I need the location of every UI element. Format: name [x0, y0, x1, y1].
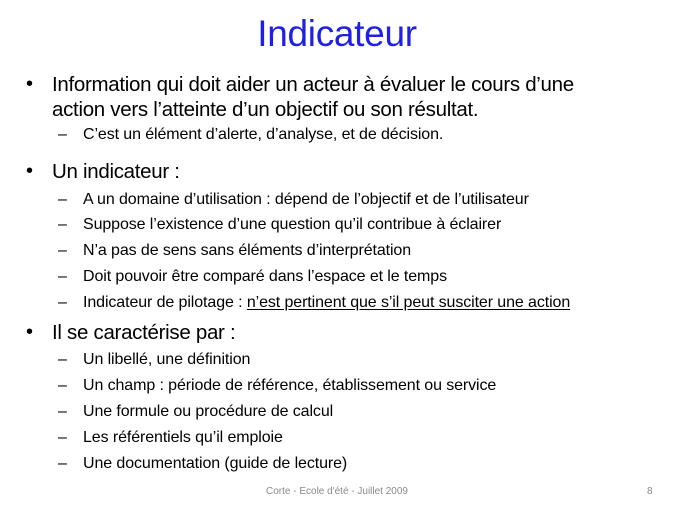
sub-item-text: Suppose l’existence d’une question qu’il contribue à éclairer — [83, 216, 502, 233]
dash-icon: – — [58, 403, 67, 420]
page-number: 8 — [647, 486, 653, 497]
sub-item — [58, 427, 283, 449]
dash-icon: – — [58, 242, 67, 259]
dash-icon: – — [58, 268, 67, 285]
sub-item — [58, 375, 497, 397]
sub-item — [58, 124, 444, 146]
dash-icon: – — [58, 455, 67, 472]
sub-item-text: Les référentiels qu’il emploie — [83, 429, 283, 446]
sub-item-text: Un champ : période de référence, établissement ou service — [83, 377, 497, 394]
bullet-icon: • — [26, 321, 33, 343]
dash-icon: – — [58, 377, 67, 394]
sub-item — [58, 292, 571, 314]
sub-item-text: Une formule ou procédure de calcul — [83, 403, 334, 420]
sub-item — [58, 266, 447, 288]
dash-icon: – — [58, 216, 67, 233]
sub-item-text: Une documentation (guide de lecture) — [83, 455, 348, 472]
dash-icon: – — [58, 294, 67, 311]
sub-item-text: Un libellé, une définition — [83, 351, 251, 368]
sub-item — [58, 401, 334, 423]
sub-item-text: C’est un élément d’alerte, d’analyse, et de décision. — [83, 126, 444, 143]
bullet-text-line: action vers l’atteinte d’un objectif ou son résultat. — [52, 98, 479, 121]
underlined-text: n’est pertinent que s’il peut susciter une action — [246, 294, 571, 311]
bullet-item — [26, 159, 652, 184]
sub-item-text: N’a pas de sens sans éléments d’interprétation — [83, 242, 412, 259]
sub-item-text: Doit pouvoir être comparé dans l’espace et le temps — [83, 268, 447, 285]
bullet-text-line: Information qui doit aider un acteur à évaluer le cours d’une — [52, 73, 574, 96]
bullet-item — [26, 72, 652, 122]
sub-item — [58, 189, 529, 211]
sub-item — [58, 214, 502, 236]
bullet-text: Un indicateur : — [52, 160, 180, 183]
dash-icon: – — [58, 429, 67, 446]
sub-item — [58, 453, 348, 475]
sub-item-text: A un domaine d’utilisation : dépend de l’objectif et de l’utilisateur — [83, 191, 529, 208]
bullet-icon: • — [26, 73, 33, 95]
sub-item — [58, 240, 412, 262]
slide-footer: Corte - Ecole d'été - Juillet 2009 — [266, 486, 408, 497]
slide-title: Indicateur — [257, 13, 417, 54]
bullet-item — [26, 320, 652, 345]
sub-item — [58, 349, 251, 371]
bullet-text: Il se caractérise par : — [52, 321, 236, 344]
dash-icon: – — [58, 126, 67, 143]
dash-icon: – — [58, 191, 67, 208]
bullet-icon: • — [26, 160, 33, 182]
dash-icon: – — [58, 351, 67, 368]
sub-item-text: Indicateur de pilotage : — [83, 294, 247, 311]
